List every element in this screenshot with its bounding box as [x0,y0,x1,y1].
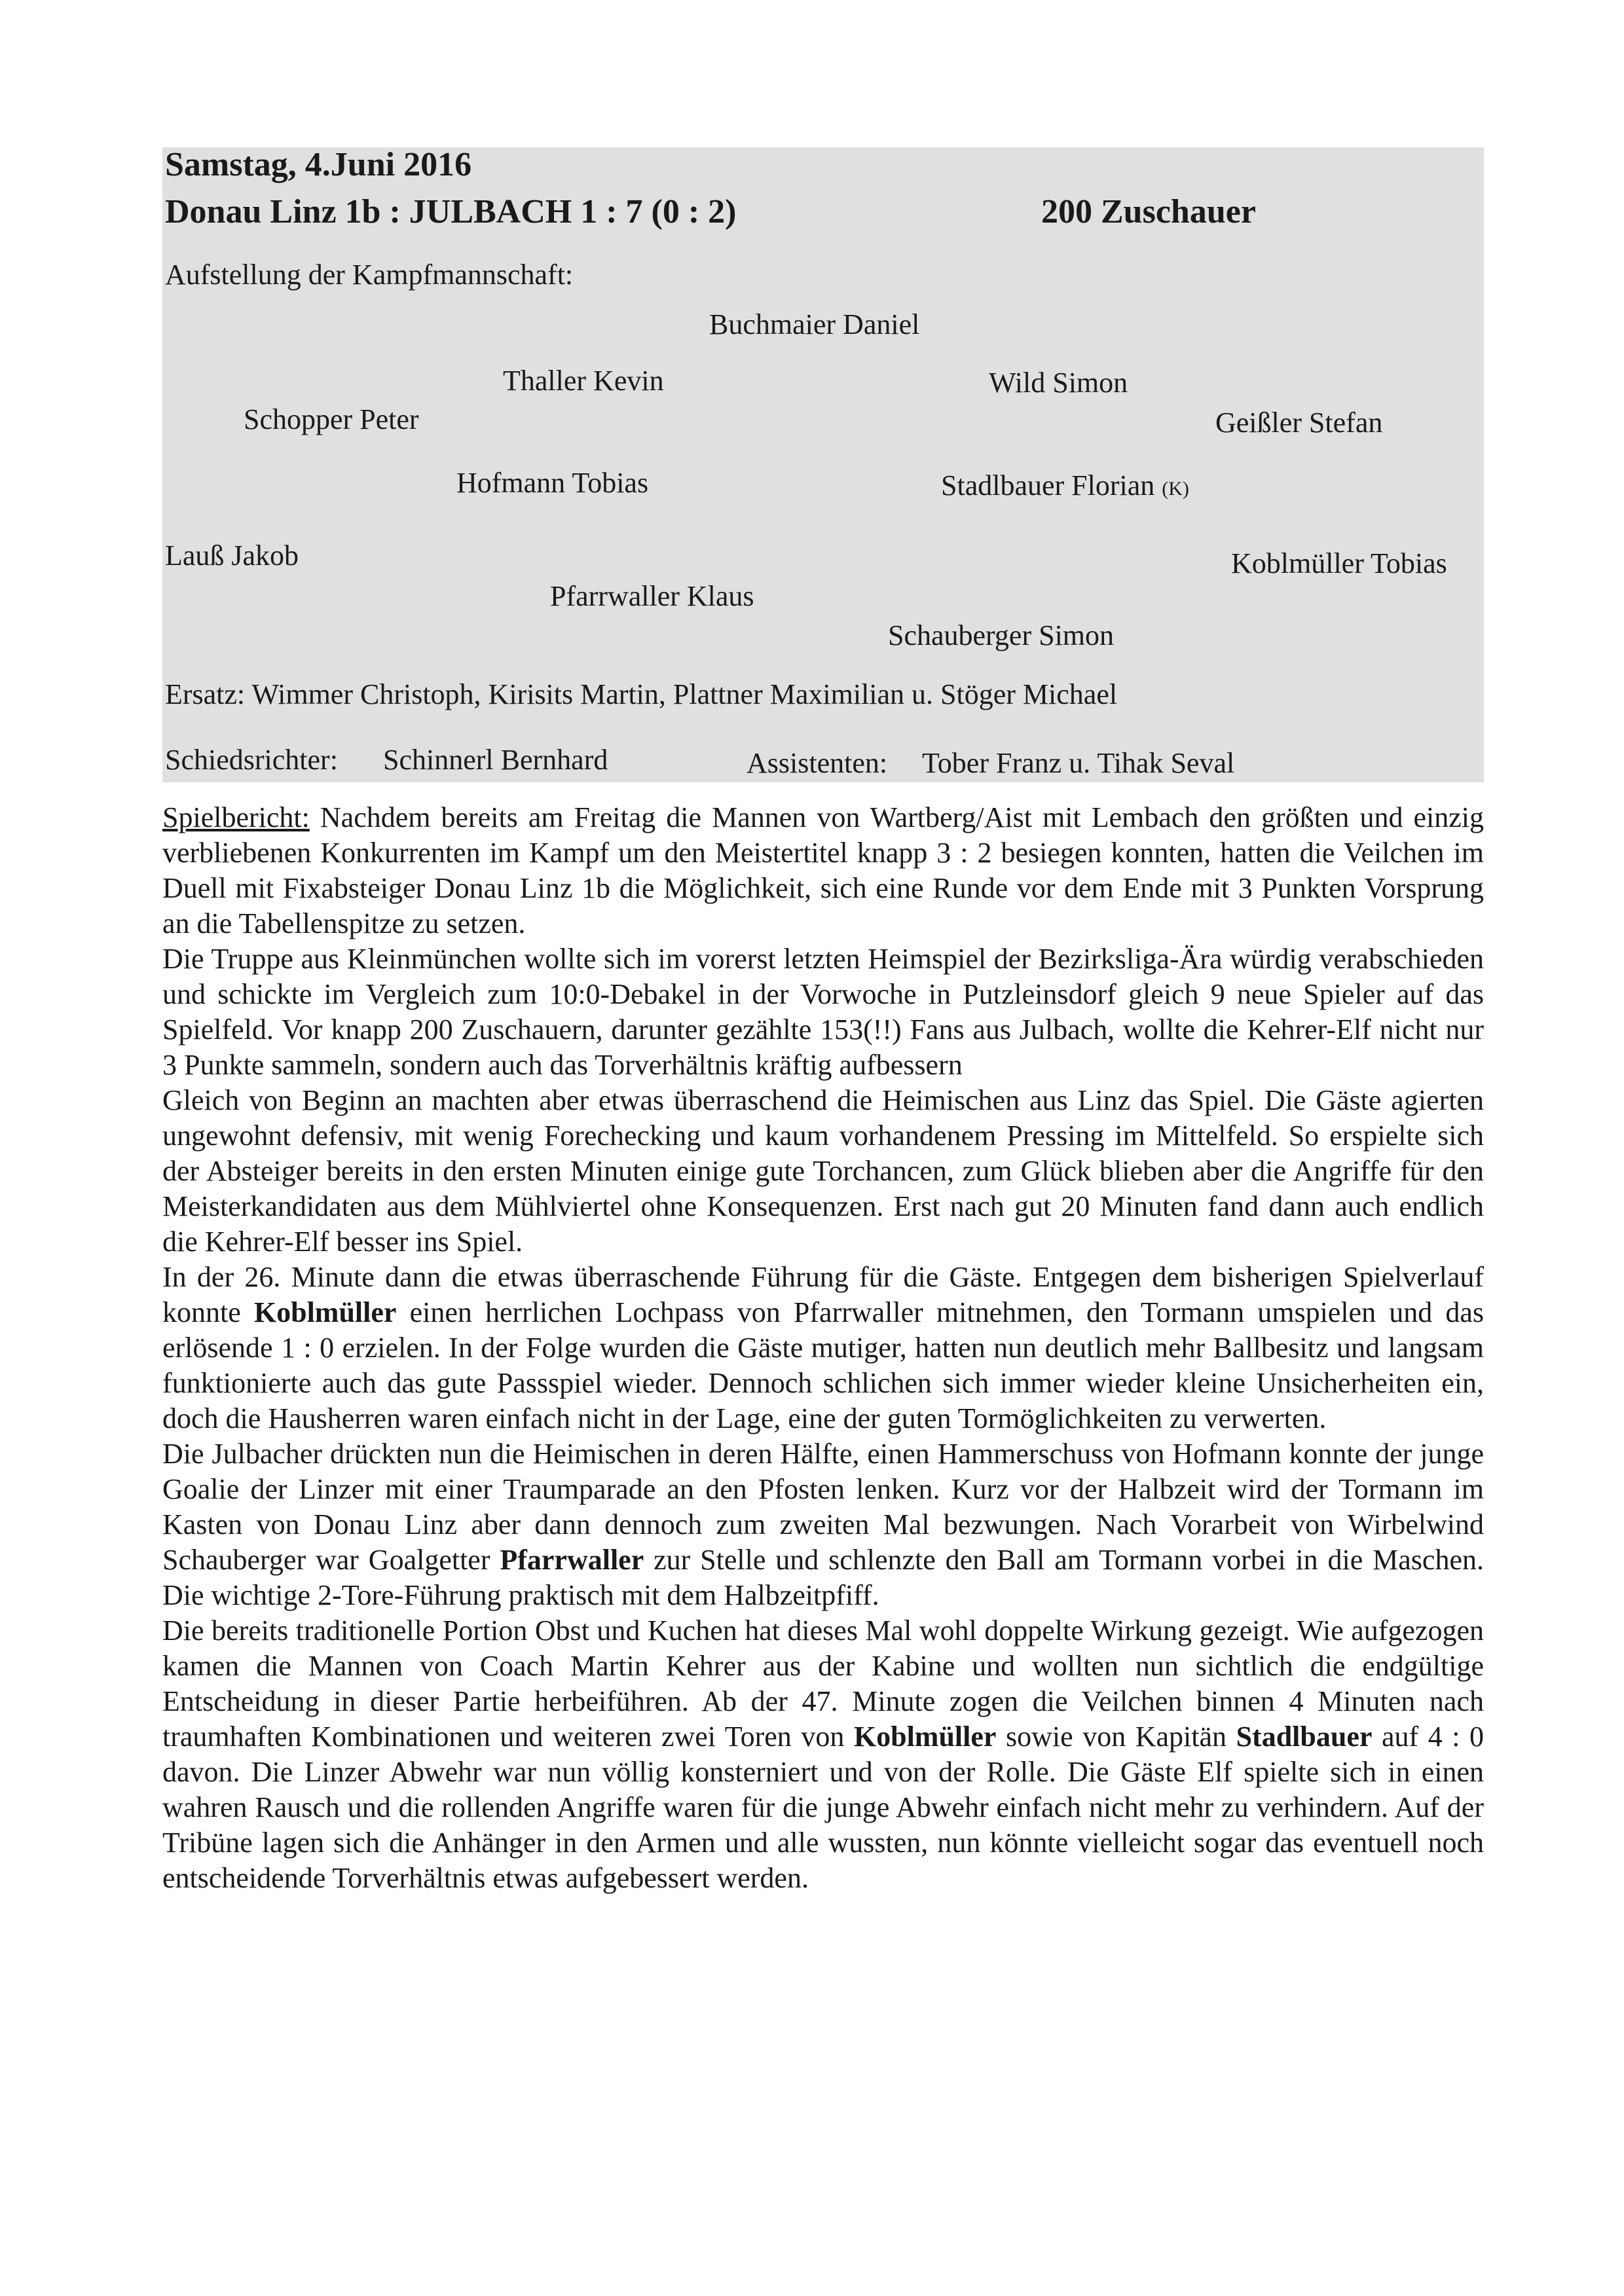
match-date: Samstag, 4.Juni 2016 [165,146,472,183]
lineup-title: Aufstellung der Kampfmannschaft: [165,259,574,291]
report-paragraph-5 [162,1436,1484,1613]
report-text: In der 26. Minute dann die etwas überraschende Führung für die Gäste. Entgegen dem bisherigen Spielverlauf konnte [162,1261,1484,1328]
player-schauberger: Schauberger Simon [888,619,1115,651]
report-text: Die Julbacher drückten nun die Heimischen in deren Hälfte, einen Hammerschuss von Hofmann konnte der junge Goalie der Linzer mit einer Traumparade an den Pfosten lenken. Kurz vor der Halbzeit wird der Tormann im Kasten von Donau Linz aber dann dennoch zum zweiten Mal bezwungen. Nach Vorarbeit von Wirbelwind Schauberger war Goalgetter [162,1438,1484,1576]
player-stadlbauer-name: Stadlbauer Florian [941,469,1155,501]
report-text: Die bereits traditionelle Portion Obst und Kuchen hat dieses Mal wohl doppelte Wirkung gezeigt. Wie aufgezogen kamen die Mannen von Coach Martin Kehrer aus der Kabine und wollten nun sichtlich die endgültige Entscheidung in dieser Partie herbeiführen. Ab der 47. Minute zogen die Veilchen binnen 4 Minuten nach traumhaften Kombinationen und weiteren zwei Toren von [162,1614,1484,1753]
report-paragraph-3: Gleich von Beginn an machten aber etwas überraschend die Heimischen aus Linz das Spiel. Die Gäste agierten ungewohnt defensiv, mit wenig Forechecking und kaum vorhandenem Pressing im Mittelfeld. So erspielte sich der Absteiger bereits in den ersten Minuten einige gute Torchancen, zum Glück blieben aber die Angriffe für den Meisterkandidaten aus dem Mühlviertel ohne Konsequenzen. Erst nach gut 20 Minuten fand dann auch endlich die Kehrer-Elf besser ins Spiel. [162,1084,1484,1258]
scorer-name: Pfarrwaller [500,1544,644,1576]
assistants-names: Tober Franz u. Tihak Seval [922,747,1235,779]
player-goalkeeper: Buchmaier Daniel [709,308,920,340]
player-schopper: Schopper Peter [244,403,419,435]
player-wild: Wild Simon [989,367,1128,399]
player-geissler: Geißler Stefan [1215,407,1383,439]
report-text: sowie von Kapitän [996,1721,1236,1753]
player-stadlbauer [941,469,1189,502]
match-result: Donau Linz 1b : JULBACH 1 : 7 (0 : 2) [165,193,737,230]
referee-label: Schiedsrichter: [165,744,338,776]
referee-name: Schinnerl Bernhard [383,744,608,776]
player-thaller: Thaller Kevin [503,365,664,397]
report-paragraph-4 [162,1260,1484,1436]
player-hofmann: Hofmann Tobias [456,467,649,499]
captain-tag: (K) [1162,478,1189,500]
report-paragraph-2: Die Truppe aus Kleinmünchen wollte sich im vorerst letzten Heimspiel der Bezirksliga-Ära würdig verabschieden und schickte im Vergleich zum 10:0-Debakel in der Vorwoche in Putzleinsdorf gleich 9 neue Spieler auf das Spielfeld. Vor knapp 200 Zuschauern, darunter gezählte 153(!!) Fans aus Julbach, wollte die Kehrer-Elf nicht nur 3 Punkte sammeln, sondern auch das Torverhältnis kräftig aufbessern [162,943,1484,1081]
assistants-label: Assistenten: [747,747,888,779]
player-koblmueller: Koblmüller Tobias [1231,547,1447,579]
player-lauss: Lauß Jakob [165,539,299,572]
player-pfarrwaller: Pfarrwaller Klaus [550,580,754,612]
report-text: auf 4 : 0 davon. Die Linzer Abwehr war nun völlig konsterniert und von der Rolle. Die Gäste Elf spielte sich in einen wahren Rausch und die rollenden Angriffe waren für die junge Abwehr einfach nicht mehr zu verhindern. Auf der Tribüne lagen sich die Anhänger in den Armen und alle wussten, nun könnte vielleicht sogar das eventuell noch entscheidende Torverhältnis etwas aufgebessert werden. [162,1721,1485,1894]
report-paragraph-1-text: Nachdem bereits am Freitag die Mannen von Wartberg/Aist mit Lembach den größten und einzig verbliebenen Konkurrenten im Kampf um den Meistertitel knapp 3 : 2 besiegen konnten, hatten die Veilchen im Duell mit Fixabsteiger Donau Linz 1b die Möglichkeit, sich eine Runde vor dem Ende mit 3 Punkten Vorsprung an die Tabellenspitze zu setzen. [162,801,1484,939]
report-text: zur Stelle und schlenzte den Ball am Tormann vorbei in die Maschen. Die wichtige 2-Tore-Führung praktisch mit dem Halbzeitpfiff. [162,1544,1484,1611]
scorer-name: Stadlbauer [1236,1721,1373,1753]
report-paragraph-6 [162,1613,1484,1896]
scorer-name: Koblmüller [253,1296,397,1328]
report-paragraph-1 [162,800,1484,941]
substitutes: Ersatz: Wimmer Christoph, Kirisits Martin, Plattner Maximilian u. Stöger Michael [165,678,1118,710]
match-report [162,800,1484,1896]
report-text: einen herrlichen Lochpass von Pfarrwaller mitnehmen, den Tormann umspielen und das erlösende 1 : 0 erzielen. In der Folge wurden die Gäste mutiger, hatten nun deutlich mehr Ballbesitz und langsam funktionierte auch das gute Passspiel wieder. Dennoch schlichen sich immer wieder kleine Unsicherheiten ein, doch die Hausherren waren einfach nicht in der Lage, eine der guten Tormöglichkeiten zu verwerten. [162,1296,1484,1434]
spectators: 200 Zuschauer [1041,193,1256,230]
scorer-name: Koblmüller [853,1721,997,1753]
report-label: Spielbericht: [162,801,310,833]
